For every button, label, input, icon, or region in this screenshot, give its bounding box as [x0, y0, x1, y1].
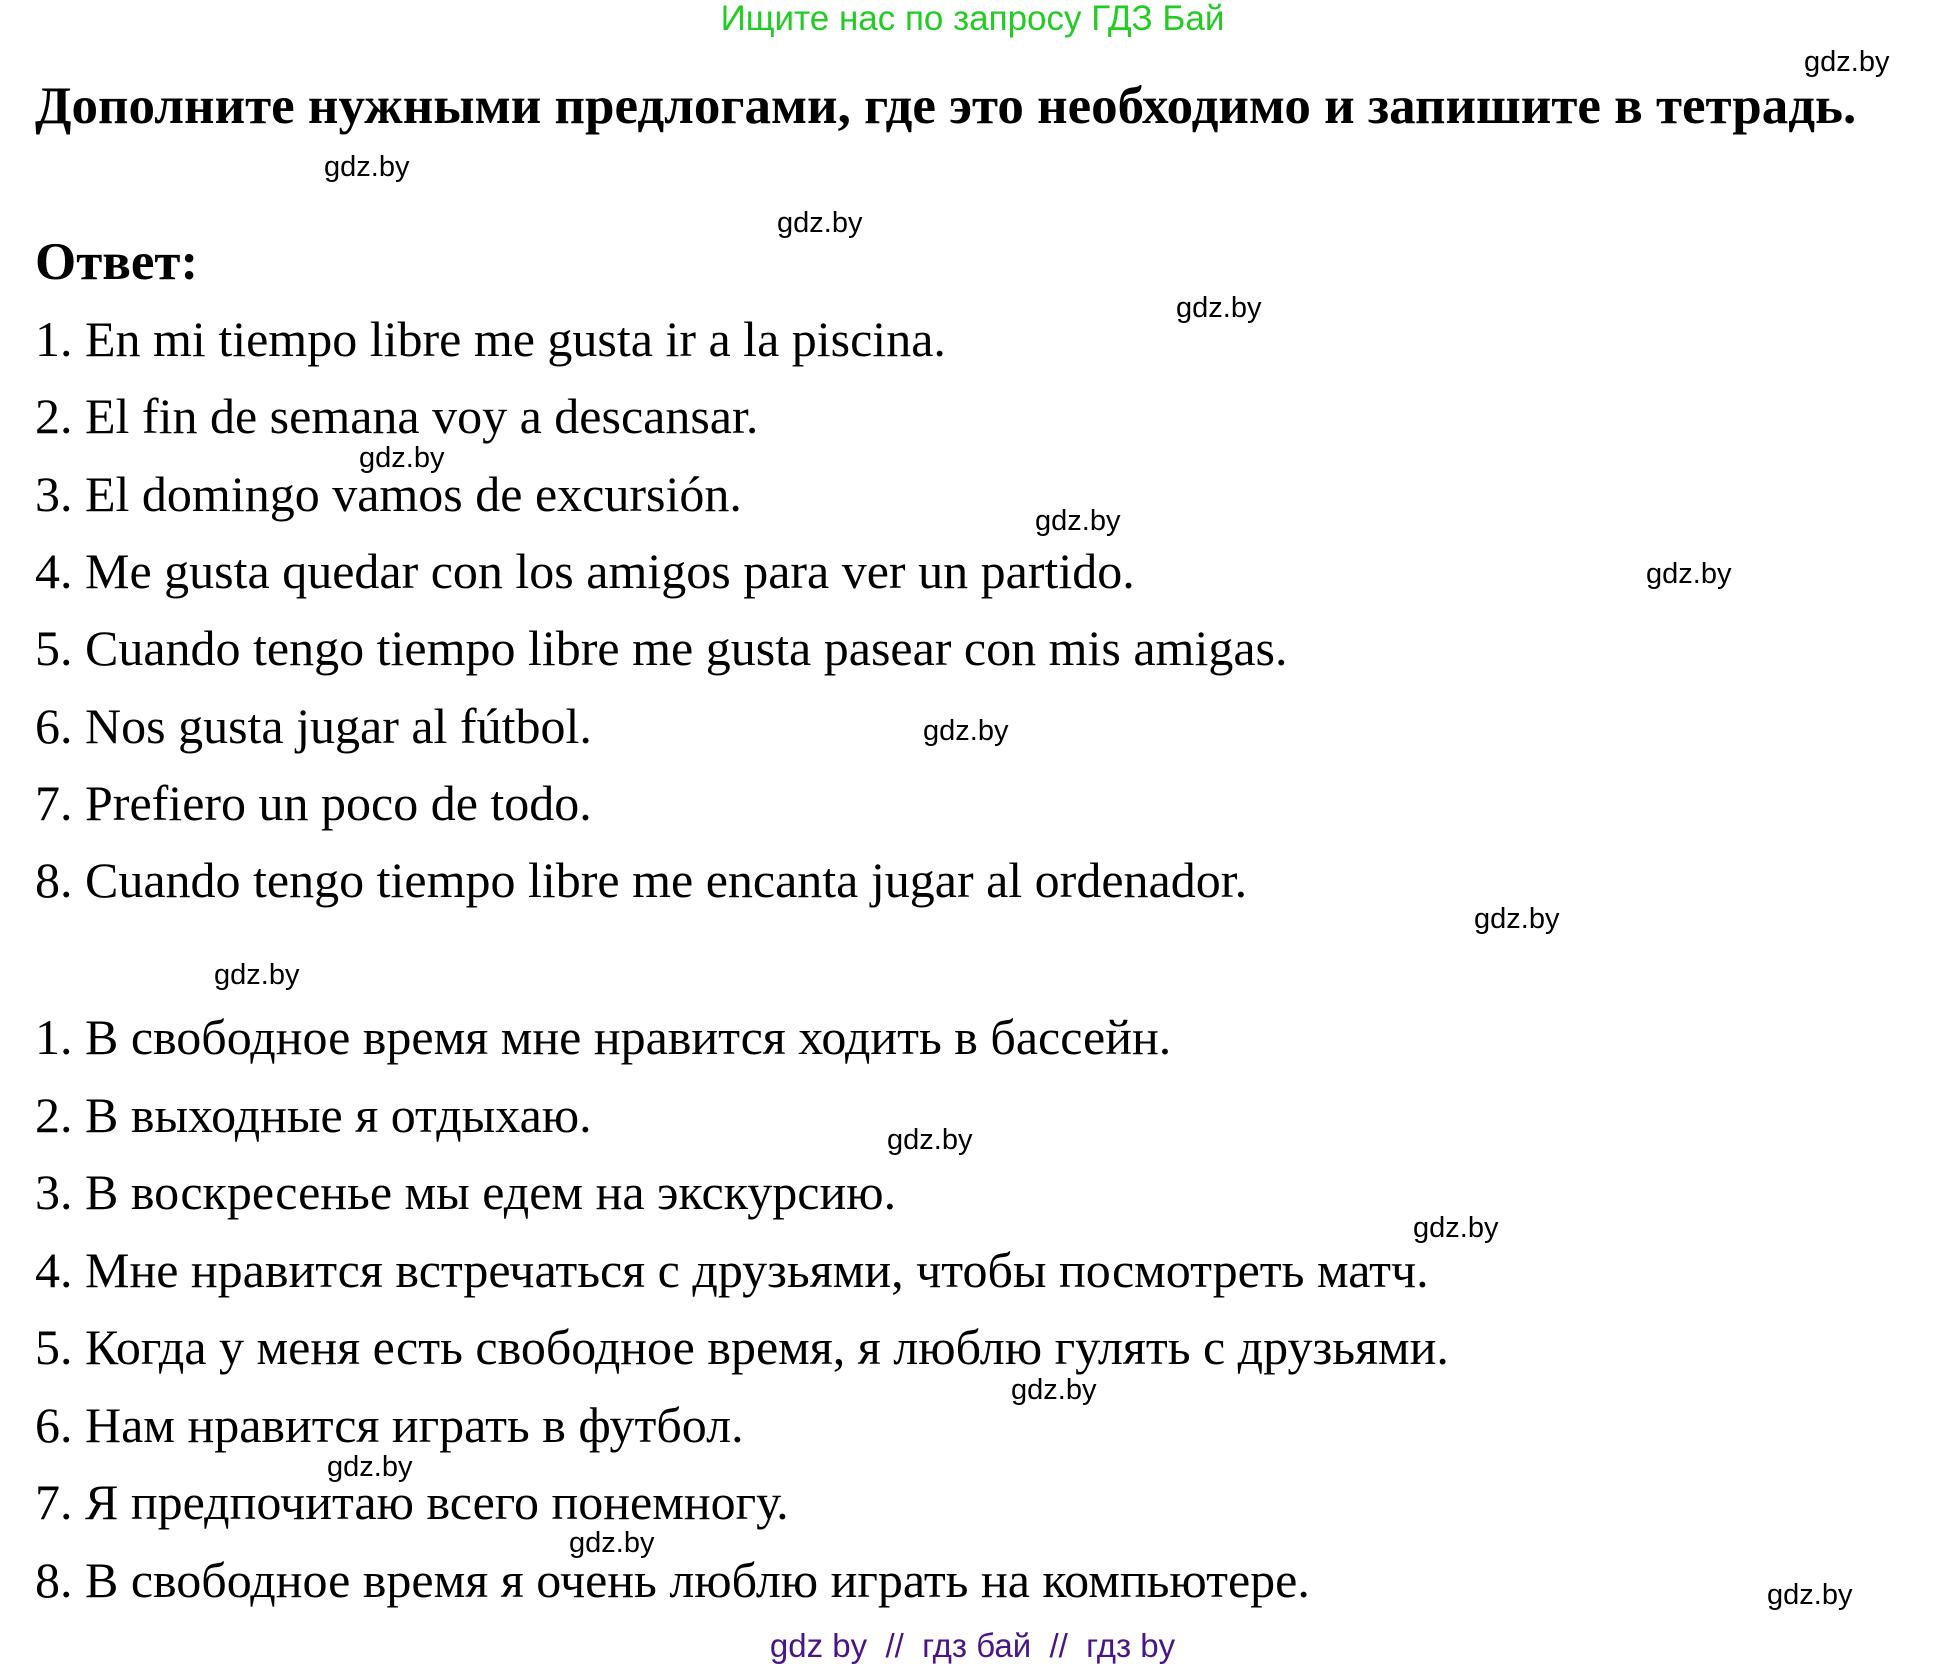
watermark: gdz.by — [1413, 1212, 1499, 1244]
top-banner: Ищите нас по запросу ГДЗ Бай — [720, 0, 1225, 38]
watermark: gdz.by — [214, 959, 300, 991]
russian-line: 4. Мне нравится встречаться с друзьями, чтобы посмотреть матч. — [35, 1242, 1429, 1298]
footer-links: gdz by // гдз бай // гдз by — [769, 1627, 1176, 1664]
watermark: gdz.by — [1646, 558, 1732, 590]
watermark: gdz.by — [777, 207, 863, 239]
watermark: gdz.by — [1011, 1374, 1097, 1406]
spanish-line: 1. En mi tiempo libre me gusta ir a la piscina. — [35, 311, 946, 367]
russian-line: 8. В свободное время я очень люблю играть на компьютере. — [35, 1552, 1310, 1608]
watermark: gdz.by — [1176, 292, 1262, 324]
watermark: gdz.by — [327, 1451, 413, 1483]
spanish-line: 2. El fin de semana voy a descansar. — [35, 388, 759, 444]
watermark: gdz.by — [887, 1124, 973, 1156]
russian-line: 1. В свободное время мне нравится ходить в бассейн. — [35, 1009, 1172, 1065]
watermark: gdz.by — [1767, 1579, 1853, 1611]
watermark: gdz.by — [1804, 46, 1890, 78]
answer-label: Ответ: — [35, 233, 199, 291]
watermark: gdz.by — [1035, 505, 1121, 537]
spanish-line: 3. El domingo vamos de excursión. — [35, 466, 742, 522]
russian-line: 5. Когда у меня есть свободное время, я люблю гулять с друзьями. — [35, 1319, 1449, 1375]
russian-line: 2. В выходные я отдыхаю. — [35, 1087, 592, 1143]
watermark: gdz.by — [923, 715, 1009, 747]
russian-line: 7. Я предпочитаю всего понемногу. — [35, 1474, 789, 1530]
watermark: gdz.by — [359, 442, 445, 474]
spanish-line: 7. Prefiero un poco de todo. — [35, 775, 592, 831]
spanish-line: 8. Cuando tengo tiempo libre me encanta jugar al ordenador. — [35, 852, 1248, 908]
watermark: gdz.by — [569, 1527, 655, 1559]
watermark: gdz.by — [1474, 903, 1560, 935]
watermark: gdz.by — [324, 151, 410, 183]
task-title: Дополните нужными предлогами, где это необходимо и запишите в тетрадь. — [35, 77, 1857, 135]
spanish-line: 6. Nos gusta jugar al fútbol. — [35, 698, 592, 754]
russian-line: 6. Нам нравится играть в футбол. — [35, 1397, 744, 1453]
spanish-line: 4. Me gusta quedar con los amigos para ver un partido. — [35, 543, 1135, 599]
spanish-line: 5. Cuando tengo tiempo libre me gusta pasear con mis amigas. — [35, 620, 1288, 676]
russian-line: 3. В воскресенье мы едем на экскурсию. — [35, 1164, 897, 1220]
